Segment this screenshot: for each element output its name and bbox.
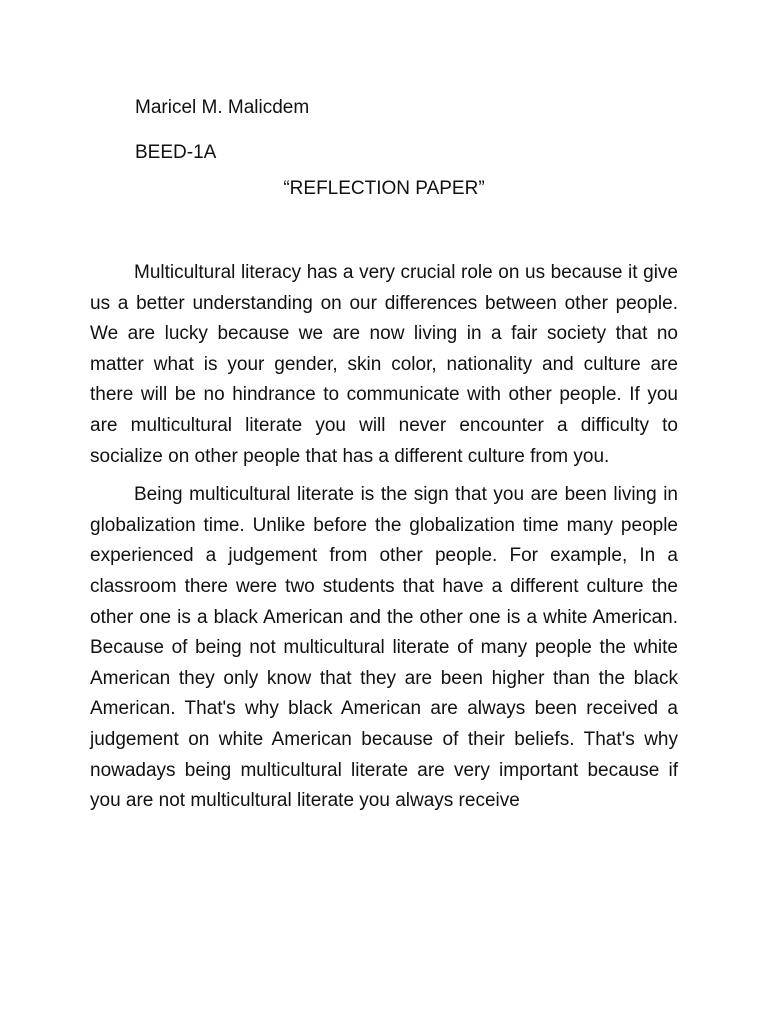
paragraph: Multicultural literacy has a very crucial role on us because it give us a better understanding on our differences between other people. We are lucky because we are now living in a fair society that no matter what is your gender, skin color, nationality and culture are there will be no hindrance to communicate with other people. If you are multicultural literate you will never encounter a difficulty to socialize on other people that has a different culture from you. bbox=[90, 262, 678, 467]
author-name: Maricel M. Malicdem bbox=[135, 97, 310, 118]
class-section: BEED-1A bbox=[135, 142, 217, 163]
document-body bbox=[90, 258, 678, 825]
document-title: “REFLECTION PAPER” bbox=[283, 178, 485, 199]
paragraph: Being multicultural literate is the sign that you are been living in globalization time. Unlike before the globalization time many people experienced a judgement from other people. For example, In a classroom there were two students that have a different culture the other one is a black American and the other one is a white American. Because of being not multicultural literate of many people the white American they only know that they are been higher than the black American. That's why black American are always been received a judgement on white American because of their beliefs. That's why nowadays being multicultural literate are very important because if you are not multicultural literate you always receive bbox=[90, 484, 678, 812]
